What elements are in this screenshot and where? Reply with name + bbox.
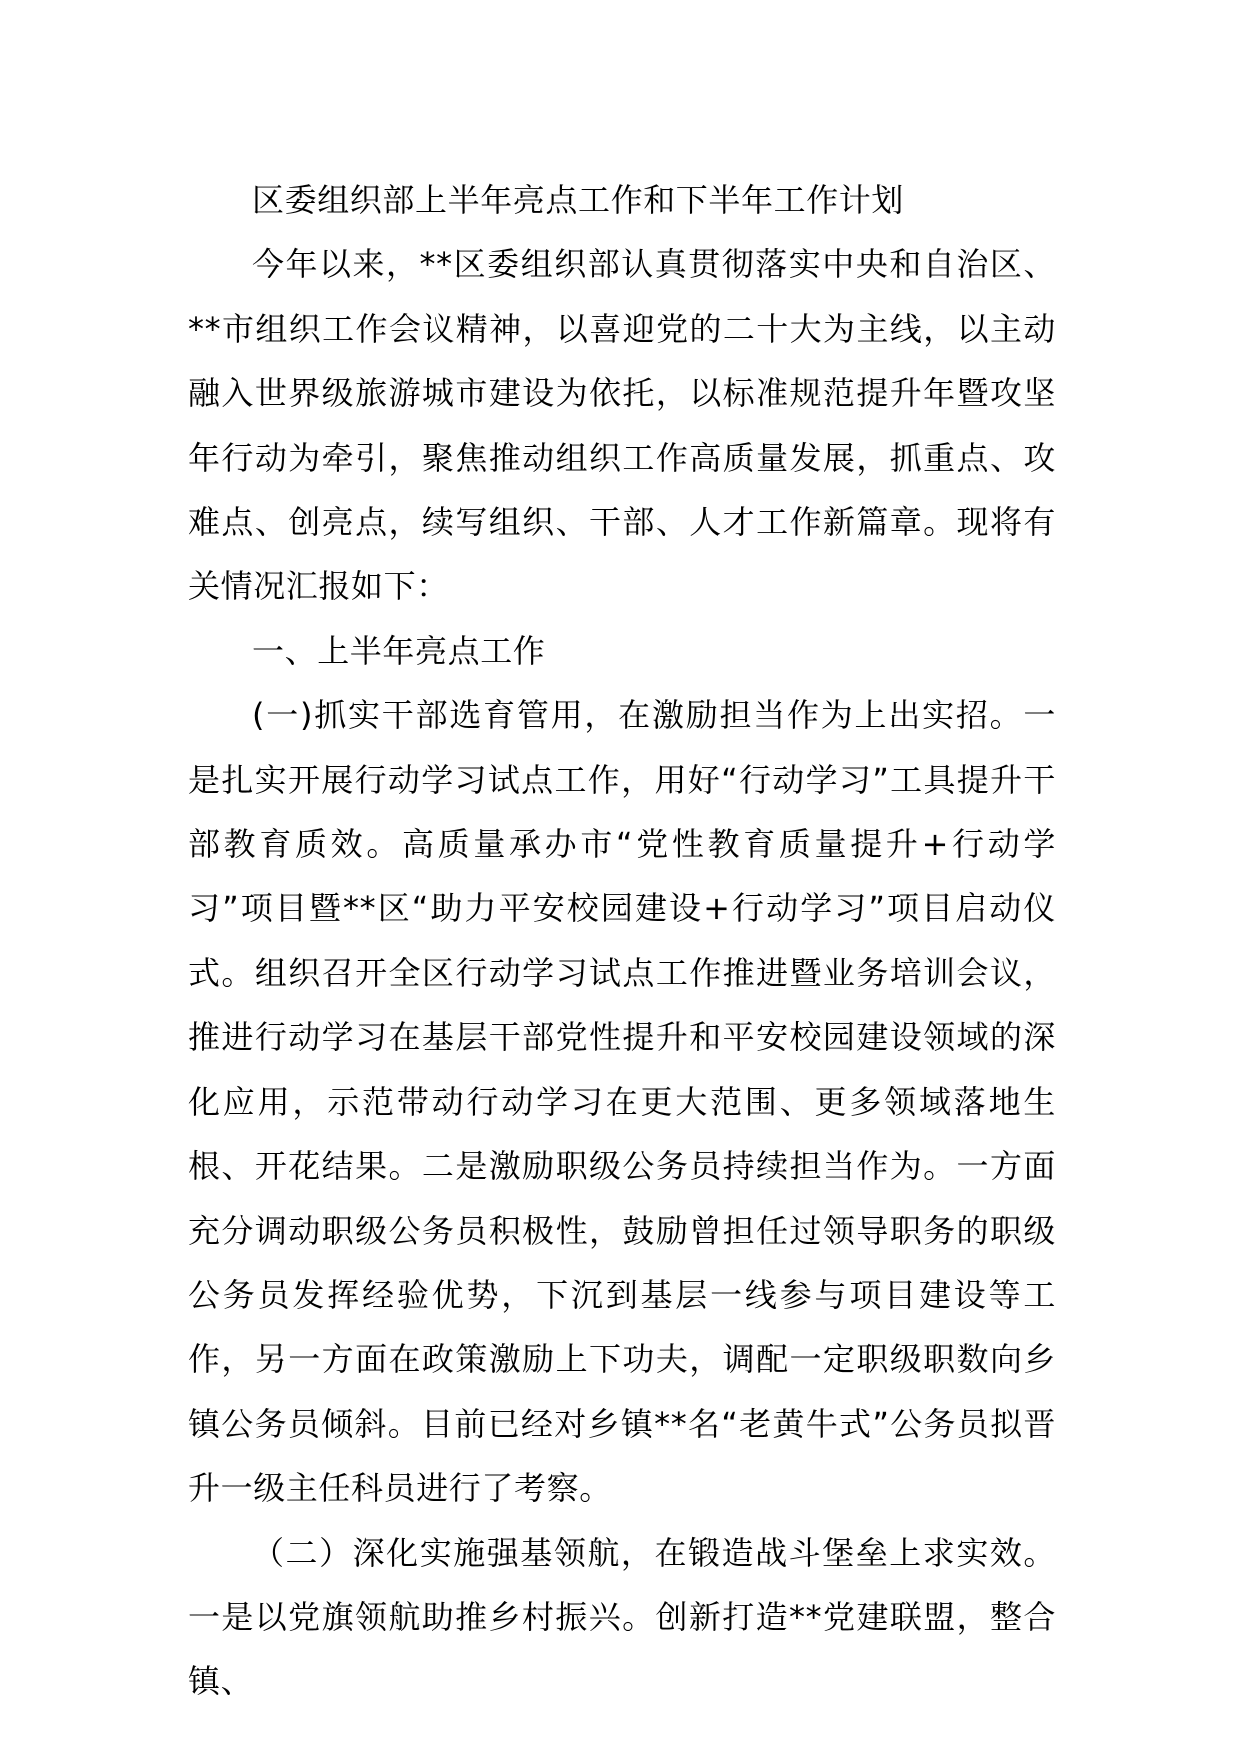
document-title: 区委组织部上半年亮点工作和下半年工作计划 [252, 181, 905, 219]
section-heading: 一、上半年亮点工作 [252, 631, 546, 670]
document-body [188, 168, 1056, 1714]
intro-paragraph: 今年以来，**区委组织部认真贯彻落实中央和自治区、**市组织工作会议精神，以喜迎党的二十大为主线，以主动融入世界级旅游城市建设为依托，以标准规范提升年暨攻坚年行动为牵引，聚焦推动组织工作高质量发展，抓重点、攻难点、创亮点，续写组织、干部、人才工作新篇章。现将有关情况汇报如下： [188, 245, 1056, 606]
section-item-paragraph: （二）深化实施强基领航，在锻造战斗堡垒上求实效。一是以党旗领航助推乡村振兴。创新打造**党建联盟，整合镇、 [188, 1533, 1056, 1701]
section-item-paragraph: (一)抓实干部选育管用，在激励担当作为上出实招。一是扎实开展行动学习试点工作，用好“行动学习”工具提升干部教育质效。高质量承办市“党性教育质量提升+行动学习”项目暨**区“助力平安校园建设+行动学习”项目启动仪式。组织召开全区行动学习试点工作推进暨业务培训会议，推进行动学习在基层干部党性提升和平安校园建设领域的深化应用，示范带动行动学习在更大范围、更多领域落地生根、开花结果。二是激励职级公务员持续担当作为。一方面充分调动职级公务员积极性，鼓励曾担任过领导职务的职级公务员发挥经验优势，下沉到基层一线参与项目建设等工作，另一方面在政策激励上下功夫，调配一定职级职数向乡镇公务员倾斜。目前已经对乡镇**名“老黄牛式”公务员拟晋升一级主任科员进行了考察。 [188, 696, 1056, 1508]
